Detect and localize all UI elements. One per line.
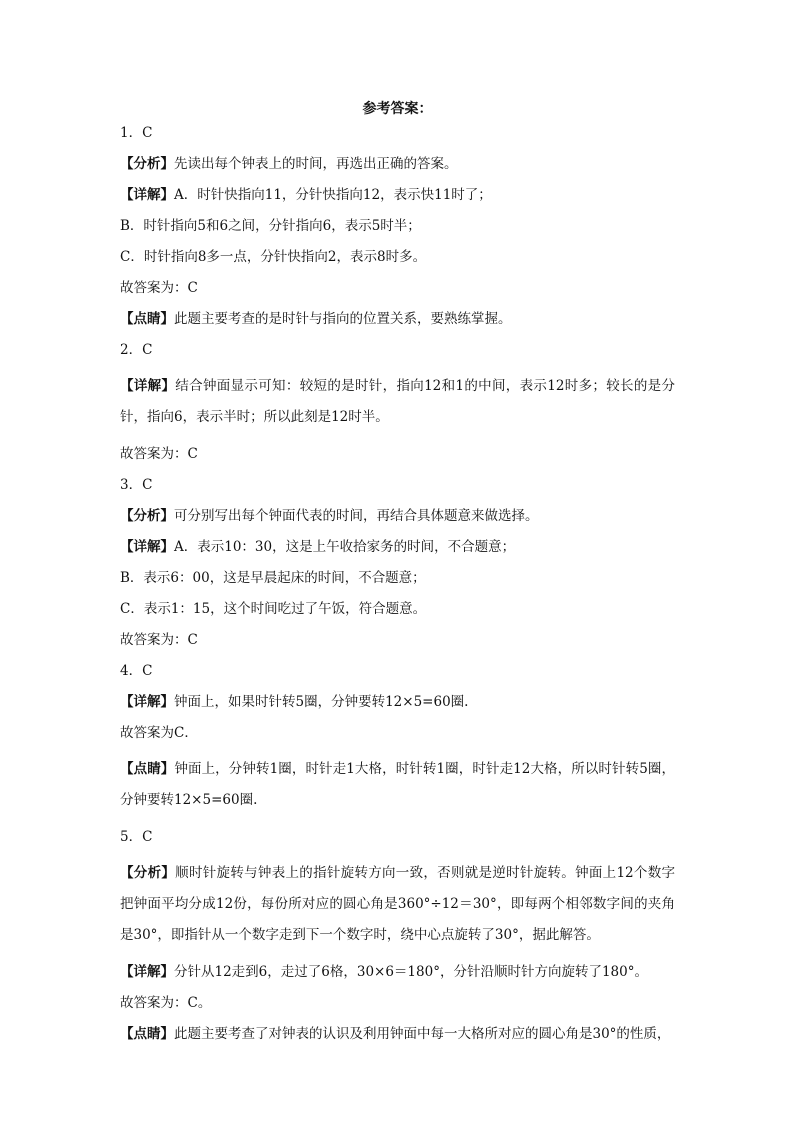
line-text: 结合钟面显示可知：较短的是时针，指向12和1的中间，表示12时多；较长的是分针，指向6，表示半时；所以此刻是12时半。 [120,378,676,425]
answer-line [120,340,675,360]
answer-line [120,309,675,329]
section-tag: 【详解】 [120,539,174,555]
line-text: 1．C [120,125,153,141]
section-tag: 【点睛】 [120,1026,174,1042]
section-tag: 【点睛】 [120,761,175,777]
line-text: 钟面上，如果时针转5圈，分钟要转12×5=60圈. [174,694,469,710]
answer-line [120,754,675,816]
line-text: 可分别写出每个钟面代表的时间，再结合具体题意来做选择。 [174,508,539,524]
answer-line [120,278,675,298]
answer-line [120,962,675,982]
line-text: 故答案为：C [120,632,198,648]
section-tag: 【点睛】 [120,311,174,327]
answer-line [120,630,675,650]
line-text: 先读出每个钟表上的时间，再选出正确的答案。 [174,156,458,172]
answer-line [120,723,675,743]
answer-lines [120,123,675,1044]
answer-line [120,827,675,847]
answer-line [120,154,675,174]
answer-line [120,537,675,557]
section-tag: 【详解】 [120,694,174,710]
line-text: 故答案为C． [120,725,198,741]
section-tag: 【分析】 [120,508,174,524]
section-tag: 【详解】 [120,964,174,980]
answer-line [120,444,675,464]
line-text: A．表示10：30，这是上午收拾家务的时间，不合题意； [174,539,516,555]
line-text: 2．C [120,342,153,358]
line-text: 5．C [120,829,153,845]
line-text: 故答案为：C。 [120,995,212,1011]
answer-line [120,247,675,267]
answer-document [120,95,675,1055]
answer-line [120,1024,675,1044]
line-text: 钟面上，分钟转1圈，时针走1大格，时针转1圈，时针走12大格，所以时针转5圈，分钟要转12×5=60圈. [120,761,675,808]
line-text: 顺时针旋转与钟表上的指针旋转方向一致，否则就是逆时针旋转。钟面上12个数字把钟面平均分成12份，每份所对应的圆心角是360°÷12＝30°，即每两个相邻数字间的夹角是30°，即指针从一个数字走到下一个数字时，绕中心点旋转了30°，据此解答。 [120,865,676,943]
line-text: B．表示6：00，这是早晨起床的时间，不合题意； [120,570,426,586]
line-text: 故答案为：C [120,446,198,462]
page-title: 参考答案： [362,101,433,117]
answer-line [120,371,675,433]
line-text: 此题主要考查了对钟表的认识及利用钟面中每一大格所对应的圆心角是30°的性质， [174,1026,671,1042]
answer-line [120,599,675,619]
answer-line [120,692,675,712]
answer-line [120,216,675,236]
answer-line [120,661,675,681]
line-text: 此题主要考查的是时针与指向的位置关系，要熟练掌握。 [174,311,512,327]
line-text: 分针从12走到6，走过了6格，30×6＝180°，分针沿顺时针方向旋转了180°。 [174,964,648,980]
line-text: B．时针指向5和6之间，分针指向6，表示5时半； [120,218,421,234]
line-text: 4．C [120,663,153,679]
answer-line [120,568,675,588]
section-tag: 【分析】 [120,865,176,881]
line-text: C．时针指向8多一点，分针快指向2，表示8时多。 [120,249,427,265]
line-text: 3．C [120,477,153,493]
line-text: 故答案为：C [120,280,198,296]
answer-line [120,475,675,495]
section-tag: 【详解】 [120,187,174,203]
line-text: C．表示1：15，这个时间吃过了午饭，符合题意。 [120,601,427,617]
answer-line [120,123,675,143]
answer-line [120,993,675,1013]
answer-line [120,858,675,951]
answer-line [120,506,675,526]
line-text: A．时针快指向11，分针快指向12，表示快11时了； [174,187,492,203]
section-tag: 【详解】 [120,378,176,394]
section-tag: 【分析】 [120,156,174,172]
answer-line [120,185,675,205]
